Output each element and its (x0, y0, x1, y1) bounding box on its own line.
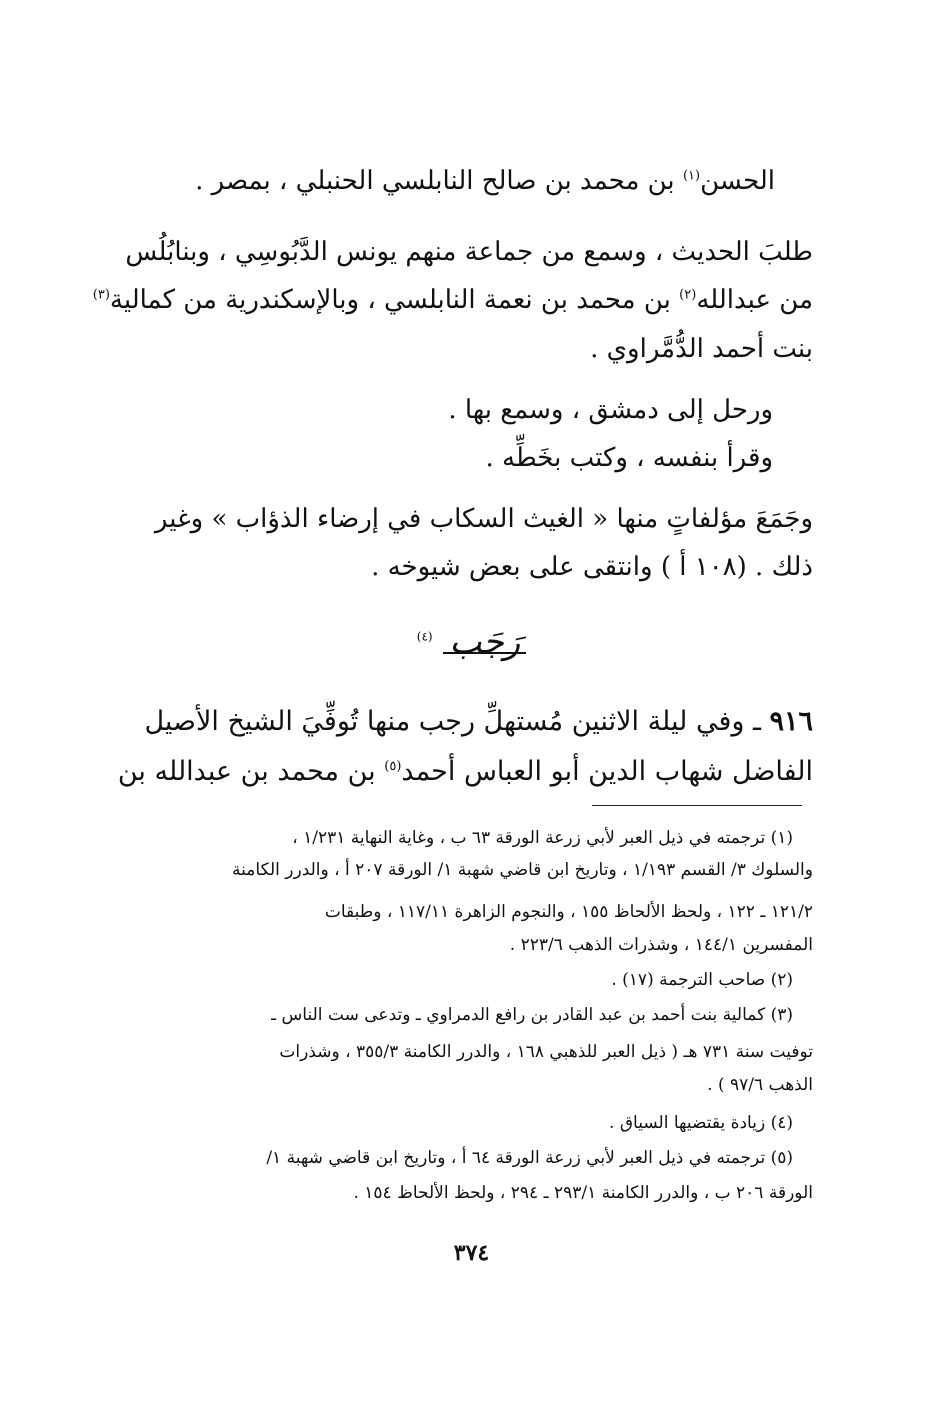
body-line-3 (93, 285, 813, 315)
footnote-text: توفيت سنة ٧٣١ هـ ( ذيل العبر للذهبي ١٦٨ ، والدرر الكامنة ٣٥٥/٣ ، وشذرات (279, 1042, 813, 1062)
entry-line-2-end: بن محمد بن عبدالله بن (117, 756, 385, 787)
footnote-text: (٥) ترجمته في ذيل العبر لأبي زرعة الورقة ٦٤ أ ، وتاريخ ابن قاضي شهبة ١/ (266, 1148, 793, 1168)
footnote-text: الذهب ٩٧/٦ ) . (707, 1075, 813, 1095)
body-line-4 (590, 334, 813, 364)
footnote-line-2 (232, 860, 813, 880)
section-heading-word: رَجَب (443, 622, 526, 662)
footnote-line-5 (611, 970, 793, 990)
body-line-7 (155, 504, 813, 534)
body-line-1-start: الحسن (700, 166, 775, 196)
footnote-text: المفسرين ١٤٤/١ ، وشذرات الذهب ٢٢٣/٦ . (509, 935, 813, 955)
footnote-ref-5[interactable]: (٥) (384, 759, 402, 774)
body-line-8-text: ذلك . (١٠٨ أ ) وانتقى على بعض شيوخه . (371, 552, 813, 582)
footnote-text: ١٢١/٢ ـ ١٢٢ ، ولحظ الألحاظ ١٥٥ ، والنجوم الزاهرة ١١٧/١١ ، وطبقات (324, 902, 813, 922)
footnote-line-3 (325, 902, 813, 922)
entry-number: ٩١٦ (769, 706, 813, 737)
footnote-line-1 (292, 828, 793, 848)
body-line-3-start: من عبدالله (696, 285, 813, 315)
footnote-ref-4[interactable]: (٤) (416, 629, 433, 644)
footnote-text: (٣) كمالية بنت أحمد بن عبد القادر بن رافع الدمراوي ـ وتدعى ست الناس ـ (271, 1005, 793, 1025)
body-line-7-text: وجَمَعَ مؤلفاتٍ منها « الغيث السكاب في إرضاء الذؤاب » وغير (154, 504, 813, 534)
body-line-4-text: بنت أحمد الدُّمَّراوي . (590, 334, 813, 364)
body-line-6-text: وقرأ بنفسه ، وكتب بخَطِّه . (485, 443, 773, 473)
entry-line-2 (118, 756, 813, 787)
body-line-2 (125, 237, 813, 267)
entry-line-1-text: ـ وفي ليلة الاثنين مُستهلِّ رجب منها تُوفِّيَ الشيخ الأصيل (144, 706, 770, 737)
footnote-line-11 (353, 1183, 813, 1203)
footnote-ref-2[interactable]: (٢) (679, 287, 697, 303)
body-line-3-middle: بن محمد بن نعمة النابلسي ، وبالإسكندرية من كمالية (109, 285, 680, 315)
footnote-text: والسلوك ٣/ القسم ١/١٩٣ ، وتاريخ ابن قاضي شهبة ١/ الورقة ٢٠٧ أ ، والدرر الكامنة (232, 860, 813, 880)
body-line-2-text: طلبَ الحديث ، وسمع من جماعة منهم يونس الدَّبُوسِي ، وبنابُلُس (125, 237, 813, 267)
section-heading (0, 622, 943, 662)
footnote-line-9 (609, 1113, 793, 1133)
entry-line-1 (144, 706, 813, 737)
body-line-1 (195, 166, 775, 196)
footnote-ref-3[interactable]: (٣) (92, 287, 110, 303)
body-line-5 (448, 395, 773, 425)
body-line-1-end: بن محمد بن صالح النابلسي الحنبلي ، بمصر . (195, 166, 683, 196)
footnote-line-10 (266, 1148, 793, 1168)
footnote-text: (٢) صاحب الترجمة (١٧) . (611, 970, 793, 990)
footnote-line-7 (279, 1042, 813, 1062)
page-number: ٣٧٤ (453, 1240, 490, 1266)
footnote-text: (٤) زيادة يقتضيها السياق . (609, 1113, 793, 1133)
body-line-6 (486, 443, 774, 473)
footnote-line-4 (510, 935, 813, 955)
entry-line-2-start: الفاضل شهاب الدين أبو العباس أحمد (401, 756, 813, 787)
footnote-ref-1[interactable]: (١) (682, 168, 701, 184)
footnote-line-6 (271, 1005, 793, 1025)
footnote-text: (١) ترجمته في ذيل العبر لأبي زرعة الورقة ٦٣ ب ، وغاية النهاية ١/٢٣١ ، (292, 828, 793, 848)
footnote-line-8 (707, 1075, 813, 1095)
body-line-8 (371, 552, 813, 582)
footnote-text: الورقة ٢٠٦ ب ، والدرر الكامنة ٢٩٣/١ ـ ٢٩٤ ، ولحظ الألحاظ ١٥٤ . (353, 1183, 813, 1203)
body-line-5-text: ورحل إلى دمشق ، وسمع بها . (448, 395, 773, 425)
footnote-separator (592, 805, 802, 806)
